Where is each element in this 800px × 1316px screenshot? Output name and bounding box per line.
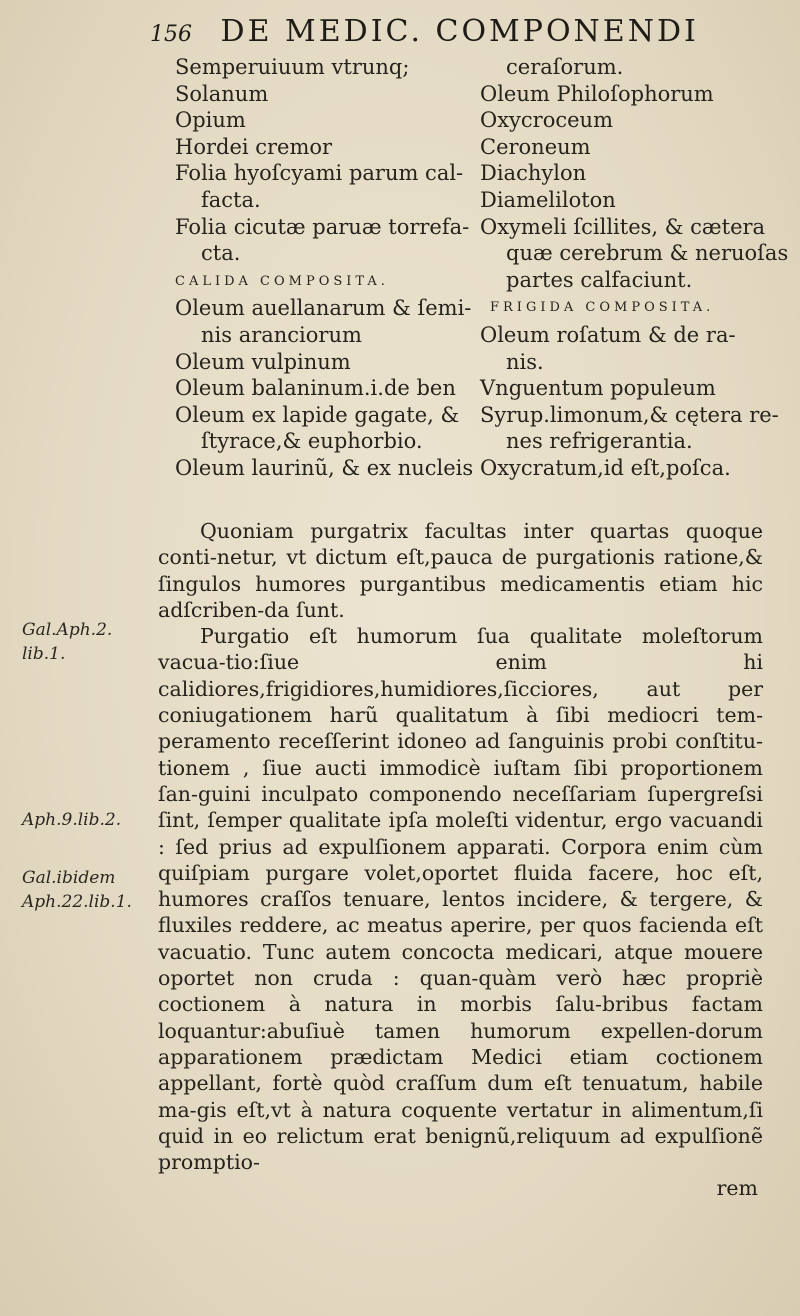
remedy-line: Folia cicutæ paruæ torrefa-: [175, 214, 470, 239]
remedy-line: Oleum auellanarum & ſemi-: [175, 296, 472, 321]
left-remedy-column: [175, 54, 475, 482]
remedy-line: Ceroneum: [480, 134, 591, 159]
remedy-line: Semperuiuum vtrunq;: [175, 55, 410, 79]
remedy-line: Oleum ex lapide gagate, &: [175, 402, 460, 427]
catchword: rem: [716, 1176, 758, 1201]
remedy-line: Oleum Philoſophorum: [480, 81, 714, 106]
margin-note-line: Aph.9.lib.2.: [22, 810, 122, 830]
remedy-line: Oleum vulpinum: [175, 349, 351, 374]
remedy-line: ſtyrace,& euphorbio.: [201, 429, 423, 454]
remedy-line: nis aranciorum: [201, 322, 362, 347]
remedy-line: Oleum laurinũ, & ex nucleis: [175, 455, 474, 480]
margin-note-line: Gal.Aph.2.: [22, 620, 113, 640]
margin-note-line: Aph.22.lib.1.: [22, 892, 132, 912]
margin-note-line: Gal.ibidem: [22, 868, 116, 888]
remedy-line: Opium: [175, 108, 246, 133]
remedy-line: Oleum balaninum.i.de ben: [175, 376, 456, 401]
remedy-line: Oxymeli ſcillites, & cætera: [480, 214, 766, 239]
remedy-line: nes refrigerantia.: [506, 429, 693, 454]
remedy-line: partes calfaciunt.: [506, 267, 693, 292]
margin-note-3: [22, 866, 132, 914]
section-heading: FRIGIDA COMPOSITA.: [490, 300, 715, 316]
remedy-line: ceraſorum.: [506, 55, 624, 79]
remedy-line: nis.: [506, 349, 544, 374]
page-number: 156: [150, 22, 192, 47]
margin-note-2: [22, 808, 121, 832]
remedy-line: facta.: [201, 187, 261, 212]
running-title: DE MEDIC. COMPONENDI: [220, 14, 699, 49]
remedy-line: Hordei cremor: [175, 134, 333, 159]
remedy-line: Oleum roſatum & de ra-: [480, 322, 736, 347]
remedy-line: Solanum: [175, 81, 269, 106]
remedy-line: Vnguentum populeum: [480, 376, 716, 401]
paragraph-purgatio: Purgatio eſt humorum ſua qualitate moleſtorum vacua-tio:ſiue enim hi calidiores,frigidiores,humidiores,ſicciores, aut per coniugationem harũ qualitatum à ſibi mediocri tem-peramento receſſerint idoneo ad ſanguinis probi conſtitu-tionem , ſiue aucti immodicè iuſtam ſibi proportionem ſan-guini inculpato componendo neceſſariam ſupergreſsi ſint, ſemper qualitate ipſa moleſti videntur, ergo vacuandi : ſed prius ad expulſionem apparati. Corpora enim cùm quiſpiam purgare volet,oportet fluida facere, hoc eſt, humores craſſos tenuare, lentos incidere, & tergere, & fluxiles reddere, ac meatus aperire, per quos facienda eſt vacuatio. Tunc autem concocta medicari, atque mouere oportet non cruda : quan-quàm verò hæc propriè coctionem à natura in morbis ſalu-bribus factam loquantur:abuſiuè tamen humorum expellen-dorum apparationem prædictam Medici etiam coctionem appellant, fortè quòd craſſum dum eſt tenuatum, habile ma-gis eſt,vt à natura coquente vertatur in alimentum,ſi quid in eo relictum erat benignũ,reliquum ad expulſionẽ promptio-: [158, 624, 763, 1175]
section-heading: CALIDA COMPOSITA.: [175, 273, 389, 289]
main-text: [158, 518, 763, 1202]
paragraph-purgatrix: Quoniam purgatrix facultas inter quartas quoque conti-netur, vt dictum eſt,pauca de purgationis ratione,& ſingulos humores purgantibus medicamentis etiam hic adſcriben-da ſunt.: [158, 519, 763, 622]
remedy-line: quæ cerebrum & neruoſas: [506, 241, 789, 266]
remedy-line: Diameliloton: [480, 187, 616, 212]
running-header: [150, 14, 750, 58]
margin-note-line: lib.1.: [22, 644, 66, 664]
remedy-line: cta.: [201, 241, 241, 266]
remedy-line: Oxycratum,id eſt,poſca.: [480, 455, 731, 480]
margin-note-1: [22, 618, 112, 666]
remedy-line: Syrup.limonum,& cętera re-: [480, 402, 779, 427]
remedy-line: Oxycroceum: [480, 108, 613, 133]
remedy-line: Diachylon: [480, 161, 587, 186]
remedy-line: Folia hyoſcyami parum cal-: [175, 161, 464, 186]
right-remedy-column: [480, 54, 789, 482]
